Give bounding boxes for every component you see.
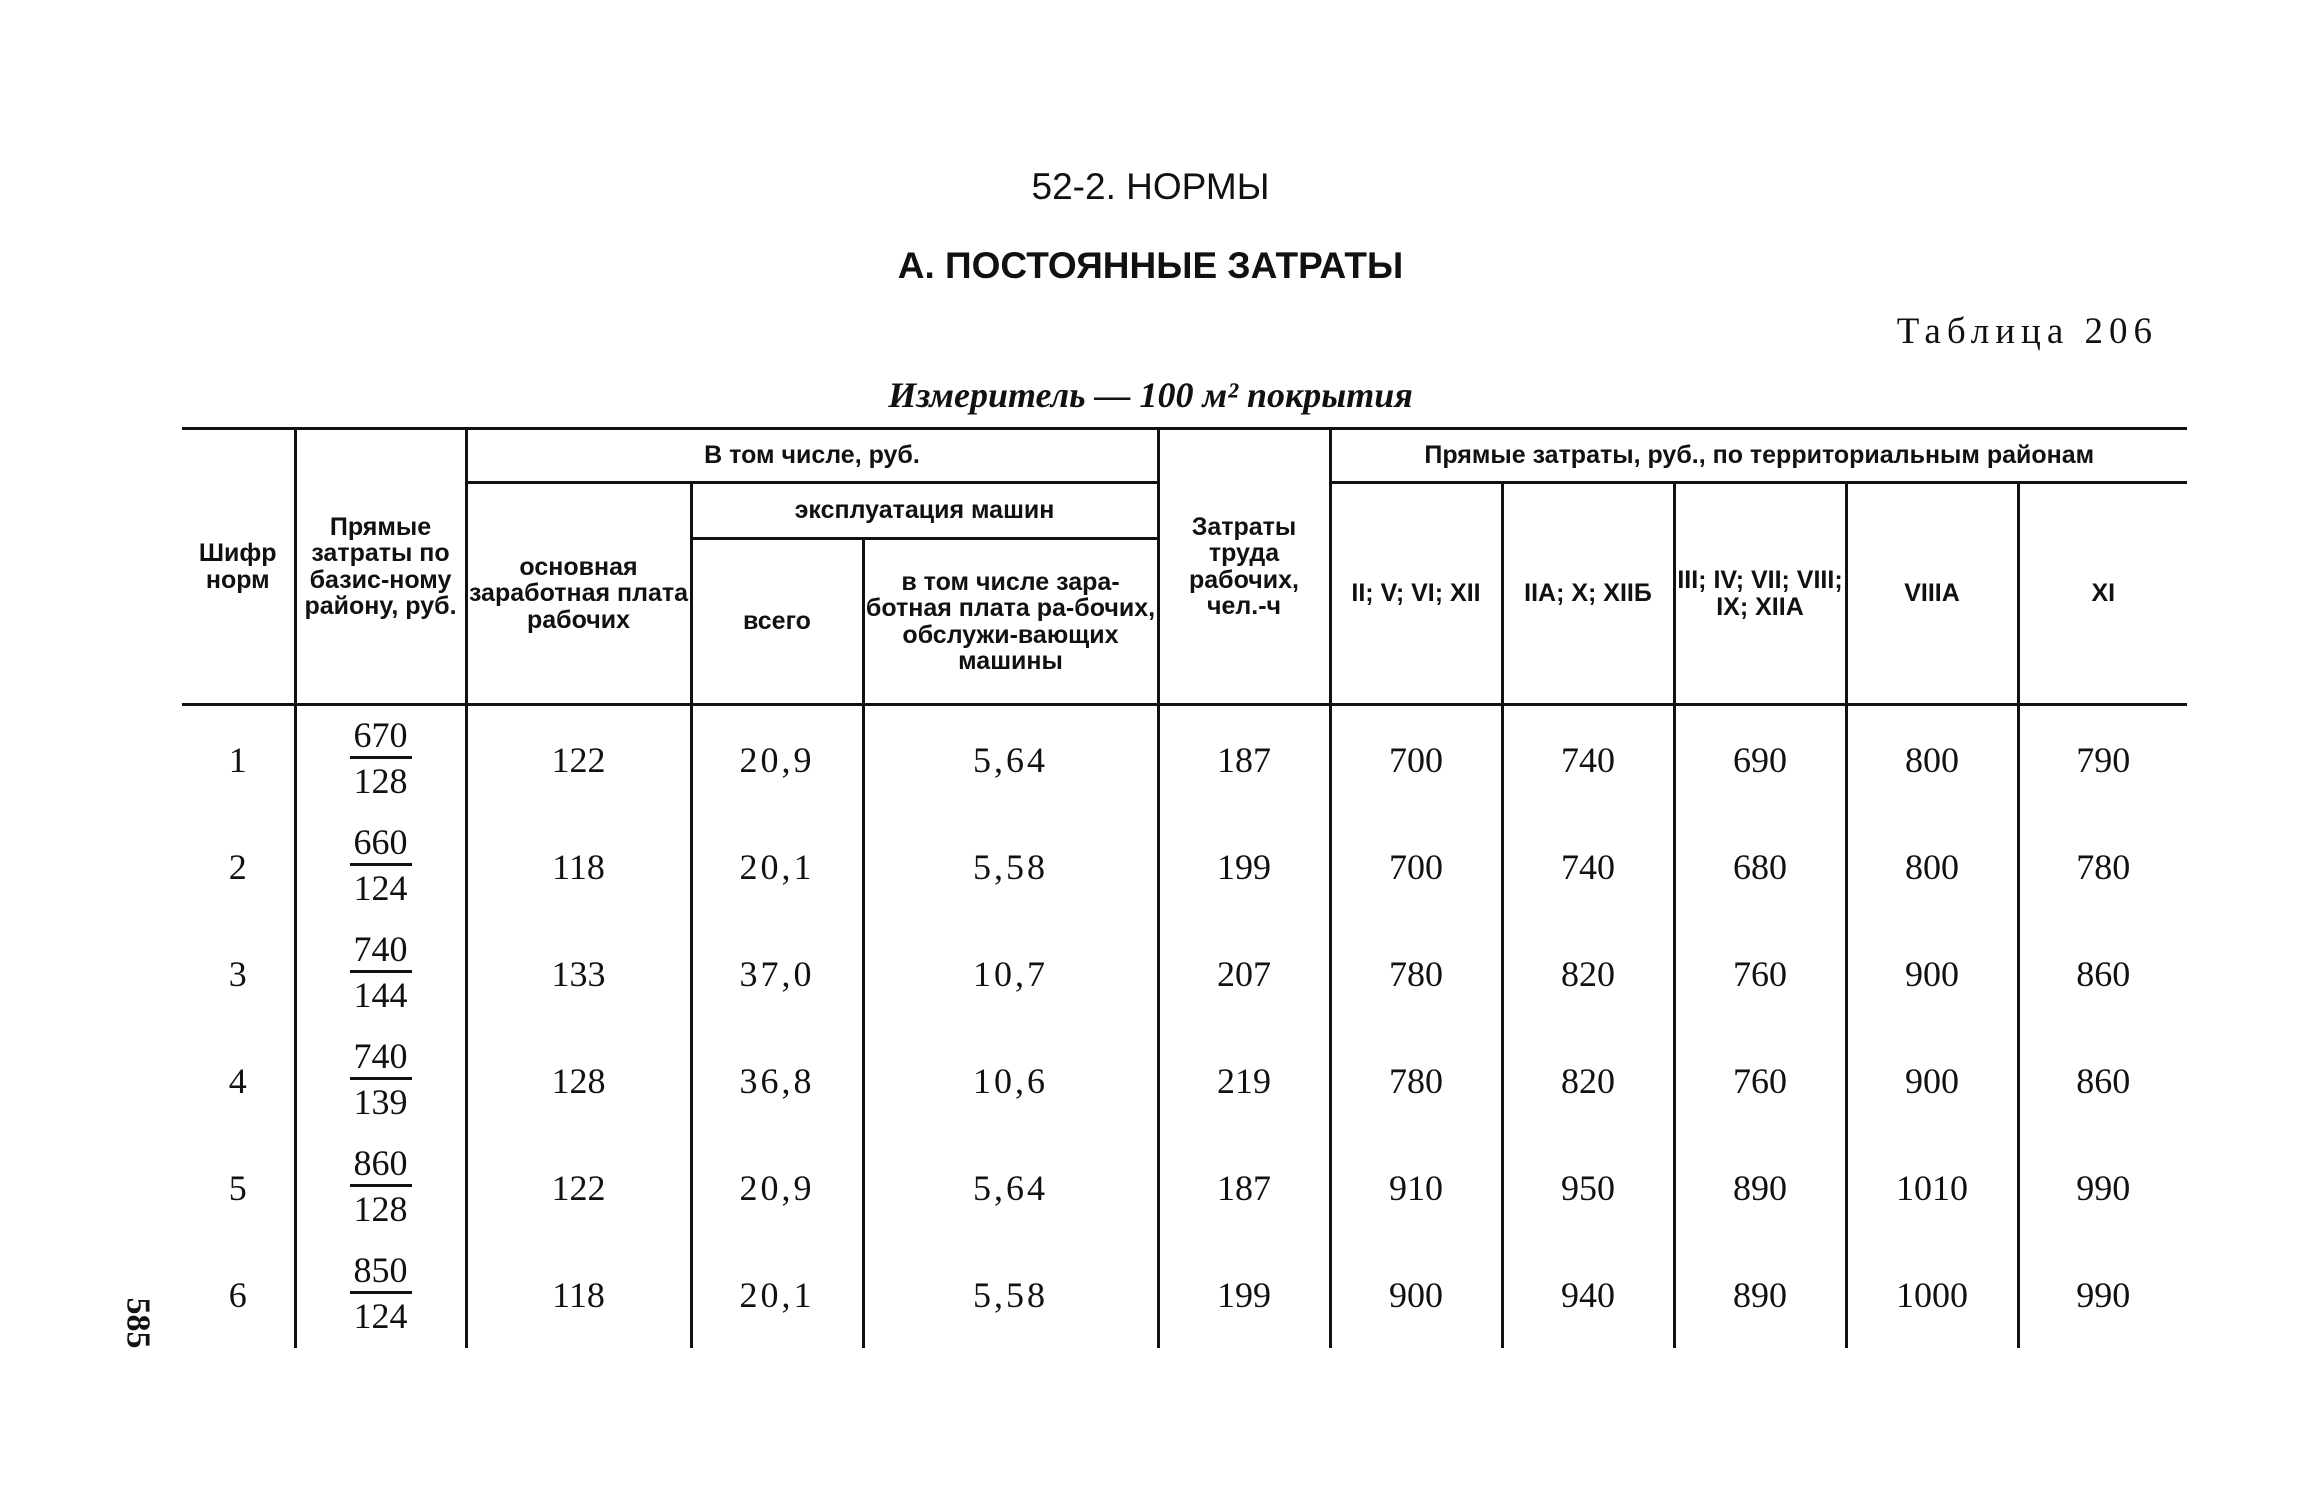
- cell-labor: [1158, 920, 1330, 1027]
- fraction-denominator: 139: [353, 1082, 408, 1123]
- cell-direct-base: [295, 813, 466, 920]
- cell-region-4-value: 900: [1905, 1060, 1959, 1101]
- cell-region-4-value: 900: [1905, 953, 1959, 994]
- cell-region-2-value: 740: [1561, 739, 1615, 780]
- cell-labor-value: 199: [1217, 846, 1271, 887]
- header-wages: основная заработная плата рабочих: [466, 483, 691, 705]
- header-machines-total: всего: [691, 539, 863, 705]
- table-row: [182, 1241, 2187, 1348]
- cell-wages-value: 122: [551, 1167, 606, 1208]
- cell-code-value: 1: [228, 739, 247, 780]
- header-region-3: III; IV; VII; VIII; IX; XIIA: [1674, 483, 1846, 705]
- fraction-numerator: 860: [350, 1145, 412, 1188]
- cell-region-3-value: 680: [1733, 846, 1787, 887]
- cell-region-5: [2018, 920, 2187, 1027]
- header-code: Шифр норм: [182, 429, 295, 705]
- cell-direct-base: [295, 1027, 466, 1134]
- cell-machines-total: [691, 1241, 863, 1348]
- cell-region-4: [1846, 1134, 2018, 1241]
- cell-region-5: [2018, 1241, 2187, 1348]
- cell-region-1-value: 700: [1389, 846, 1443, 887]
- cell-machines-total-value: 37,0: [739, 953, 815, 994]
- cell-region-2: [1502, 1027, 1674, 1134]
- cell-region-3: [1674, 813, 1846, 920]
- fraction-numerator: 740: [350, 931, 412, 974]
- cell-wages: [466, 705, 691, 814]
- table-label: Таблица 206: [1896, 311, 2158, 352]
- cell-code: [182, 705, 295, 814]
- header-region-4: VIIIA: [1846, 483, 2018, 705]
- cell-region-5-value: 790: [2076, 739, 2131, 780]
- cell-region-3-value: 890: [1733, 1167, 1787, 1208]
- cell-code: [182, 920, 295, 1027]
- page-number: 585: [119, 1297, 157, 1349]
- cell-code-value: 3: [228, 953, 247, 994]
- fraction-denominator: 124: [353, 1296, 408, 1337]
- cell-region-4: [1846, 813, 2018, 920]
- cell-code: [182, 813, 295, 920]
- table-row: [182, 813, 2187, 920]
- header-region-2: IIA; X; XIIБ: [1502, 483, 1674, 705]
- cell-region-5: [2018, 705, 2187, 814]
- cell-region-3-value: 760: [1733, 1060, 1787, 1101]
- cell-machines-wages: [863, 705, 1158, 814]
- fraction-numerator: 740: [350, 1038, 412, 1081]
- cell-region-2: [1502, 920, 1674, 1027]
- cell-region-3-value: 690: [1733, 739, 1787, 780]
- cell-machines-wages-value: 5,64: [973, 1167, 1048, 1208]
- cell-machines-wages: [863, 1134, 1158, 1241]
- cell-region-4: [1846, 705, 2018, 814]
- fraction-denominator: 128: [353, 761, 408, 802]
- table-row: [182, 1027, 2187, 1134]
- cell-machines-total: [691, 705, 863, 814]
- cell-machines-total: [691, 1027, 863, 1134]
- norms-table: [182, 427, 2187, 1348]
- header-region-5: XI: [2018, 483, 2187, 705]
- table-header: [182, 429, 2187, 705]
- cell-region-1: [1330, 1027, 1502, 1134]
- cell-machines-wages-value: 10,6: [973, 1060, 1048, 1101]
- cell-region-3: [1674, 1241, 1846, 1348]
- cell-machines-total-value: 20,1: [739, 1274, 815, 1315]
- fraction-numerator: 670: [350, 717, 412, 760]
- cell-region-1: [1330, 1241, 1502, 1348]
- fraction: [350, 1035, 412, 1123]
- cell-machines-wages: [863, 813, 1158, 920]
- cell-region-5-value: 860: [2076, 953, 2131, 994]
- cell-wages: [466, 1134, 691, 1241]
- cell-machines-total-value: 36,8: [739, 1060, 815, 1101]
- cell-region-4-value: 1010: [1896, 1167, 1968, 1208]
- cell-labor-value: 199: [1217, 1274, 1271, 1315]
- fraction: [350, 928, 412, 1016]
- cell-region-4-value: 800: [1905, 846, 1959, 887]
- fraction-numerator: 660: [350, 824, 412, 867]
- cell-machines-total-value: 20,9: [739, 739, 815, 780]
- header-labor: Затраты труда рабочих, чел.-ч: [1158, 429, 1330, 705]
- cell-region-2-value: 820: [1561, 953, 1615, 994]
- cell-labor-value: 187: [1217, 1167, 1271, 1208]
- cell-machines-wages: [863, 1027, 1158, 1134]
- cell-region-5: [2018, 1134, 2187, 1241]
- fraction: [350, 821, 412, 909]
- header-regions: Прямые затраты, руб., по территориальным районам: [1330, 429, 2187, 483]
- table-row: [182, 920, 2187, 1027]
- cell-wages: [466, 920, 691, 1027]
- cell-region-4-value: 800: [1905, 739, 1959, 780]
- cell-wages-value: 128: [551, 1060, 606, 1101]
- subtitle: А. ПОСТОЯННЫЕ ЗАТРАТЫ: [897, 245, 1404, 286]
- cell-region-5: [2018, 813, 2187, 920]
- cell-region-1: [1330, 920, 1502, 1027]
- cell-machines-total-value: 20,1: [739, 846, 815, 887]
- header-region-1: II; V; VI; XII: [1330, 483, 1502, 705]
- table-row: [182, 1134, 2187, 1241]
- cell-wages: [466, 1241, 691, 1348]
- fraction-denominator: 128: [353, 1189, 408, 1230]
- cell-region-5: [2018, 1027, 2187, 1134]
- cell-labor: [1158, 1027, 1330, 1134]
- cell-region-4: [1846, 1027, 2018, 1134]
- cell-region-1-value: 780: [1389, 1060, 1443, 1101]
- cell-region-2-value: 940: [1561, 1274, 1615, 1315]
- fraction: [350, 1142, 412, 1230]
- cell-region-3: [1674, 1134, 1846, 1241]
- cell-labor-value: 219: [1217, 1060, 1271, 1101]
- table-body: [182, 705, 2187, 1349]
- fraction: [350, 1249, 412, 1337]
- cell-wages-value: 118: [552, 846, 605, 887]
- cell-labor: [1158, 813, 1330, 920]
- cell-labor-value: 187: [1217, 739, 1271, 780]
- cell-region-2-value: 820: [1561, 1060, 1615, 1101]
- header-direct-base: Прямые затраты по базис-ному району, руб.: [295, 429, 466, 705]
- cell-region-3-value: 760: [1733, 953, 1787, 994]
- cell-region-1-value: 900: [1389, 1274, 1443, 1315]
- cell-region-2-value: 950: [1561, 1167, 1615, 1208]
- cell-region-5-value: 990: [2076, 1167, 2131, 1208]
- cell-region-5-value: 780: [2076, 846, 2131, 887]
- header-including: В том числе, руб.: [466, 429, 1158, 483]
- fraction-denominator: 144: [353, 975, 408, 1016]
- cell-region-2: [1502, 705, 1674, 814]
- cell-region-5-value: 860: [2076, 1060, 2131, 1101]
- cell-code-value: 4: [228, 1060, 247, 1101]
- cell-region-2: [1502, 1134, 1674, 1241]
- cell-wages-value: 133: [551, 953, 606, 994]
- cell-code-value: 2: [228, 846, 247, 887]
- cell-region-1: [1330, 1134, 1502, 1241]
- cell-region-4: [1846, 1241, 2018, 1348]
- cell-machines-wages-value: 5,58: [973, 846, 1048, 887]
- cell-labor: [1158, 705, 1330, 814]
- cell-region-1: [1330, 705, 1502, 814]
- cell-code-value: 6: [228, 1274, 247, 1315]
- cell-labor-value: 207: [1217, 953, 1271, 994]
- cell-region-2: [1502, 1241, 1674, 1348]
- cell-region-1-value: 700: [1389, 739, 1443, 780]
- header-machines-wages: в том числе зара-ботная плата ра-бочих, обслужи-вающих машины: [863, 539, 1158, 705]
- cell-code-value: 5: [228, 1167, 247, 1208]
- cell-wages-value: 118: [552, 1274, 605, 1315]
- cell-machines-total: [691, 1134, 863, 1241]
- section-title: 52-2. НОРМЫ: [1031, 166, 1270, 207]
- cell-region-5-value: 990: [2076, 1274, 2131, 1315]
- cell-region-1-value: 910: [1389, 1167, 1443, 1208]
- cell-region-3: [1674, 705, 1846, 814]
- cell-machines-wages-value: 5,64: [973, 739, 1048, 780]
- cell-machines-wages-value: 10,7: [973, 953, 1048, 994]
- cell-region-2-value: 740: [1561, 846, 1615, 887]
- cell-code: [182, 1027, 295, 1134]
- cell-region-3: [1674, 920, 1846, 1027]
- cell-region-3: [1674, 1027, 1846, 1134]
- cell-machines-total: [691, 813, 863, 920]
- cell-wages: [466, 1027, 691, 1134]
- cell-labor: [1158, 1241, 1330, 1348]
- table-row: [182, 705, 2187, 814]
- measure-unit: Измеритель — 100 м² покрытия: [888, 375, 1413, 415]
- cell-code: [182, 1134, 295, 1241]
- cell-region-1: [1330, 813, 1502, 920]
- fraction: [350, 714, 412, 802]
- cell-wages: [466, 813, 691, 920]
- cell-machines-total: [691, 920, 863, 1027]
- cell-direct-base: [295, 1134, 466, 1241]
- cell-region-4-value: 1000: [1896, 1274, 1968, 1315]
- fraction-denominator: 124: [353, 868, 408, 909]
- cell-direct-base: [295, 920, 466, 1027]
- cell-region-3-value: 890: [1733, 1274, 1787, 1315]
- cell-code: [182, 1241, 295, 1348]
- cell-region-2: [1502, 813, 1674, 920]
- cell-direct-base: [295, 705, 466, 814]
- cell-machines-wages: [863, 920, 1158, 1027]
- cell-region-1-value: 780: [1389, 953, 1443, 994]
- cell-machines-wages: [863, 1241, 1158, 1348]
- fraction-numerator: 850: [350, 1252, 412, 1295]
- cell-wages-value: 122: [551, 739, 606, 780]
- header-machines: эксплуатация машин: [691, 483, 1158, 539]
- cell-machines-wages-value: 5,58: [973, 1274, 1048, 1315]
- cell-machines-total-value: 20,9: [739, 1167, 815, 1208]
- cell-labor: [1158, 1134, 1330, 1241]
- cell-region-4: [1846, 920, 2018, 1027]
- cell-direct-base: [295, 1241, 466, 1348]
